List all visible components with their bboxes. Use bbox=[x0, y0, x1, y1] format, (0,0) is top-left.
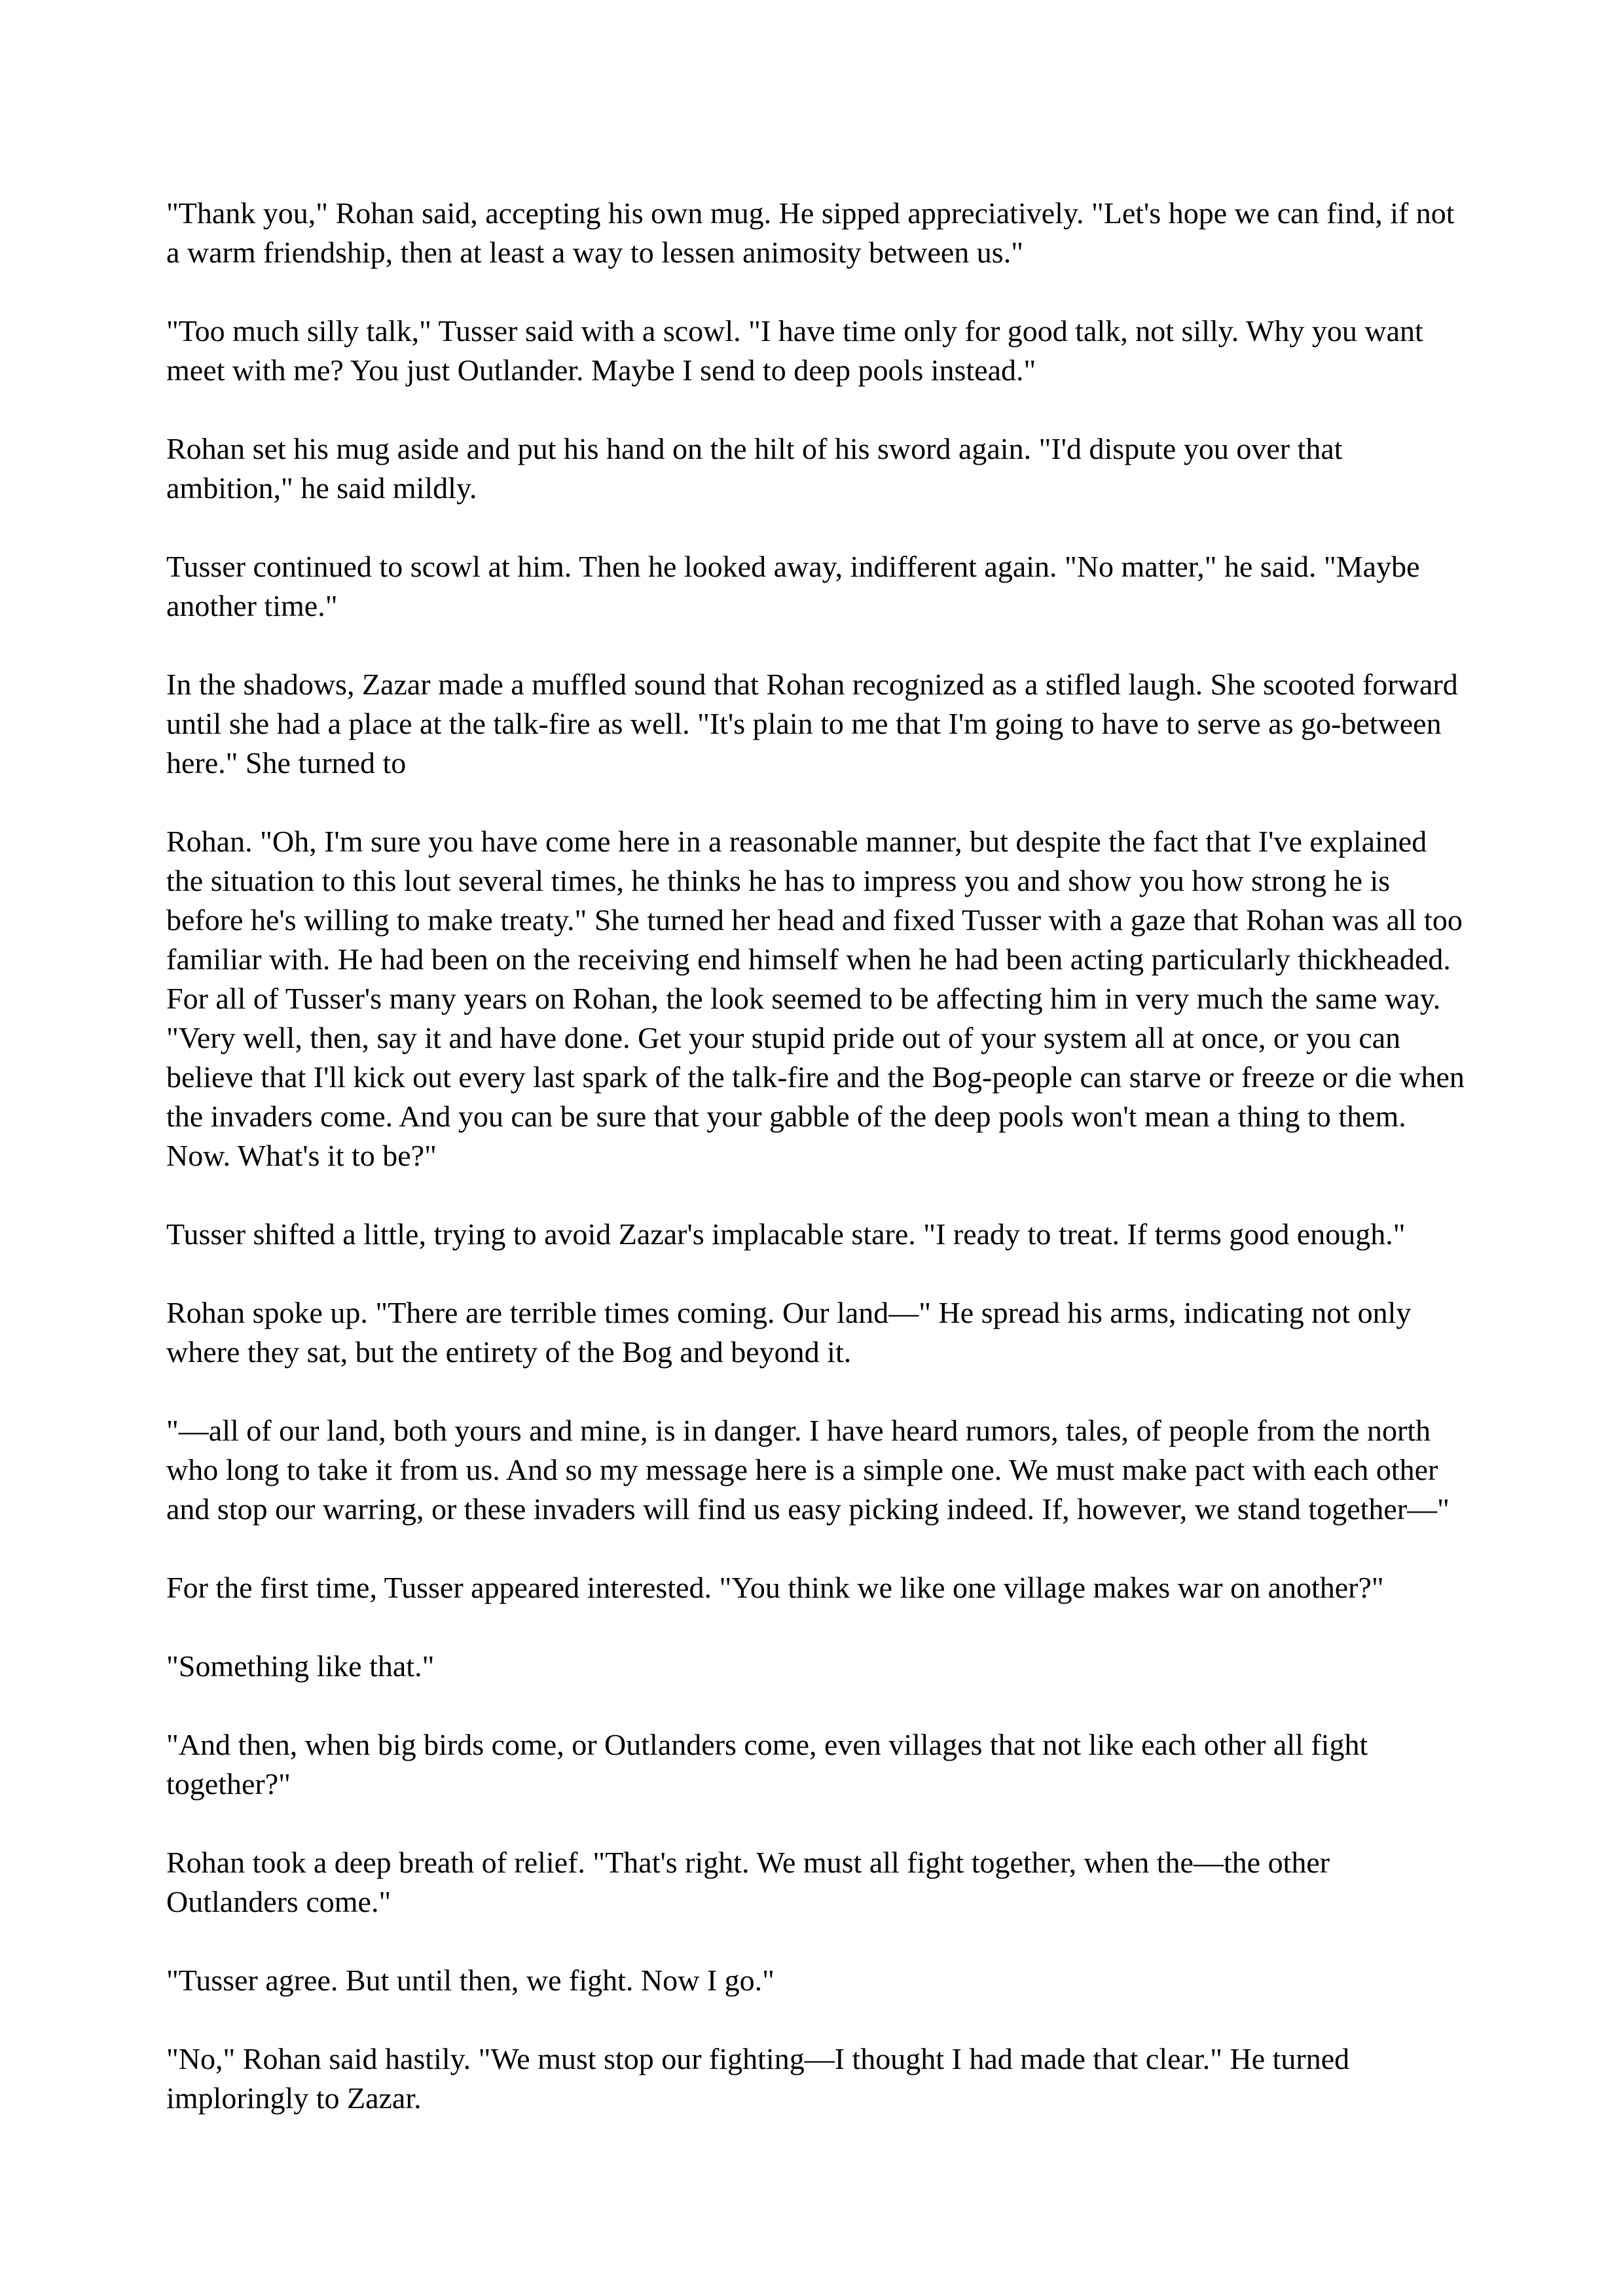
paragraph-11: "Something like that." bbox=[166, 1649, 435, 1683]
paragraph-4: Tusser continued to scowl at him. Then he looked away, indifferent again. "No matter," he said. "Maybe another time." bbox=[166, 550, 1420, 622]
paragraph-12: "And then, when big birds come, or Outlanders come, even villages that not like each other all fight together?" bbox=[166, 1728, 1368, 1801]
paragraph-5: In the shadows, Zazar made a muffled sound that Rohan recognized as a stifled laugh. She scooted forward until she had a place at the talk-fire as well. "It's plain to me that I'm going to have to serve as go-between here." She turned to bbox=[166, 668, 1458, 780]
paragraph-2: "Too much silly talk," Tusser said with a scowl. "I have time only for good talk, not silly. Why you want meet with me? You just Outlander. Maybe I send to deep pools instead." bbox=[166, 314, 1423, 387]
paragraph-7: Tusser shifted a little, trying to avoid Zazar's implacable stare. "I ready to treat. If terms good enough." bbox=[166, 1217, 1406, 1251]
paragraph-8: Rohan spoke up. "There are terrible times coming. Our land—" He spread his arms, indicating not only where they sat, but the entirety of the Bog and beyond it. bbox=[166, 1296, 1412, 1369]
paragraph-1: "Thank you," Rohan said, accepting his own mug. He sipped appreciatively. "Let's hope we can find, if not a warm friendship, then at least a way to lessen animosity between us." bbox=[166, 196, 1455, 269]
paragraph-3: Rohan set his mug aside and put his hand on the hilt of his sword again. "I'd dispute you over that ambition," he said mildly. bbox=[166, 432, 1343, 505]
paragraph-9: "—all of our land, both yours and mine, is in danger. I have heard rumors, tales, of people from the north who long to take it from us. And so my message here is a simple one. We must make pact with each other and stop our warring, or these invaders will find us easy picking indeed. If, however, we stand together—" bbox=[166, 1414, 1450, 1526]
paragraph-6: Rohan. "Oh, I'm sure you have come here in a reasonable manner, but despite the fact that I've explained the situation to this lout several times, he thinks he has to impress you and show you how strong he is before he's willing to make treaty." She turned her head and fixed Tusser with a gaze that Rohan was all too familiar with. He had been on the receiving end himself when he had been acting particularly thickheaded. For all of Tusser's many years on Rohan, the look seemed to be affecting him in very much the same way. "Very well, then, say it and have done. Get your stupid pride out of your system all at once, or you can believe that I'll kick out every last spark of the talk-fire and the Bog-people can starve or freeze or die when the invaders come. And you can be sure that your gabble of the deep pools won't mean a thing to them. Now. What's it to be?" bbox=[166, 825, 1465, 1172]
body-text bbox=[166, 194, 1469, 2118]
paragraph-15: "No," Rohan said hastily. "We must stop our fighting—I thought I had made that clear." He turned imploringly to Zazar. bbox=[166, 2042, 1350, 2115]
paragraph-14: "Tusser agree. But until then, we fight. Now I go." bbox=[166, 1964, 775, 1997]
paragraph-13: Rohan took a deep breath of relief. "That's right. We must all fight together, when the—the other Outlanders come." bbox=[166, 1846, 1330, 1918]
paragraph-10: For the first time, Tusser appeared interested. "You think we like one village makes war on another?" bbox=[166, 1571, 1384, 1604]
